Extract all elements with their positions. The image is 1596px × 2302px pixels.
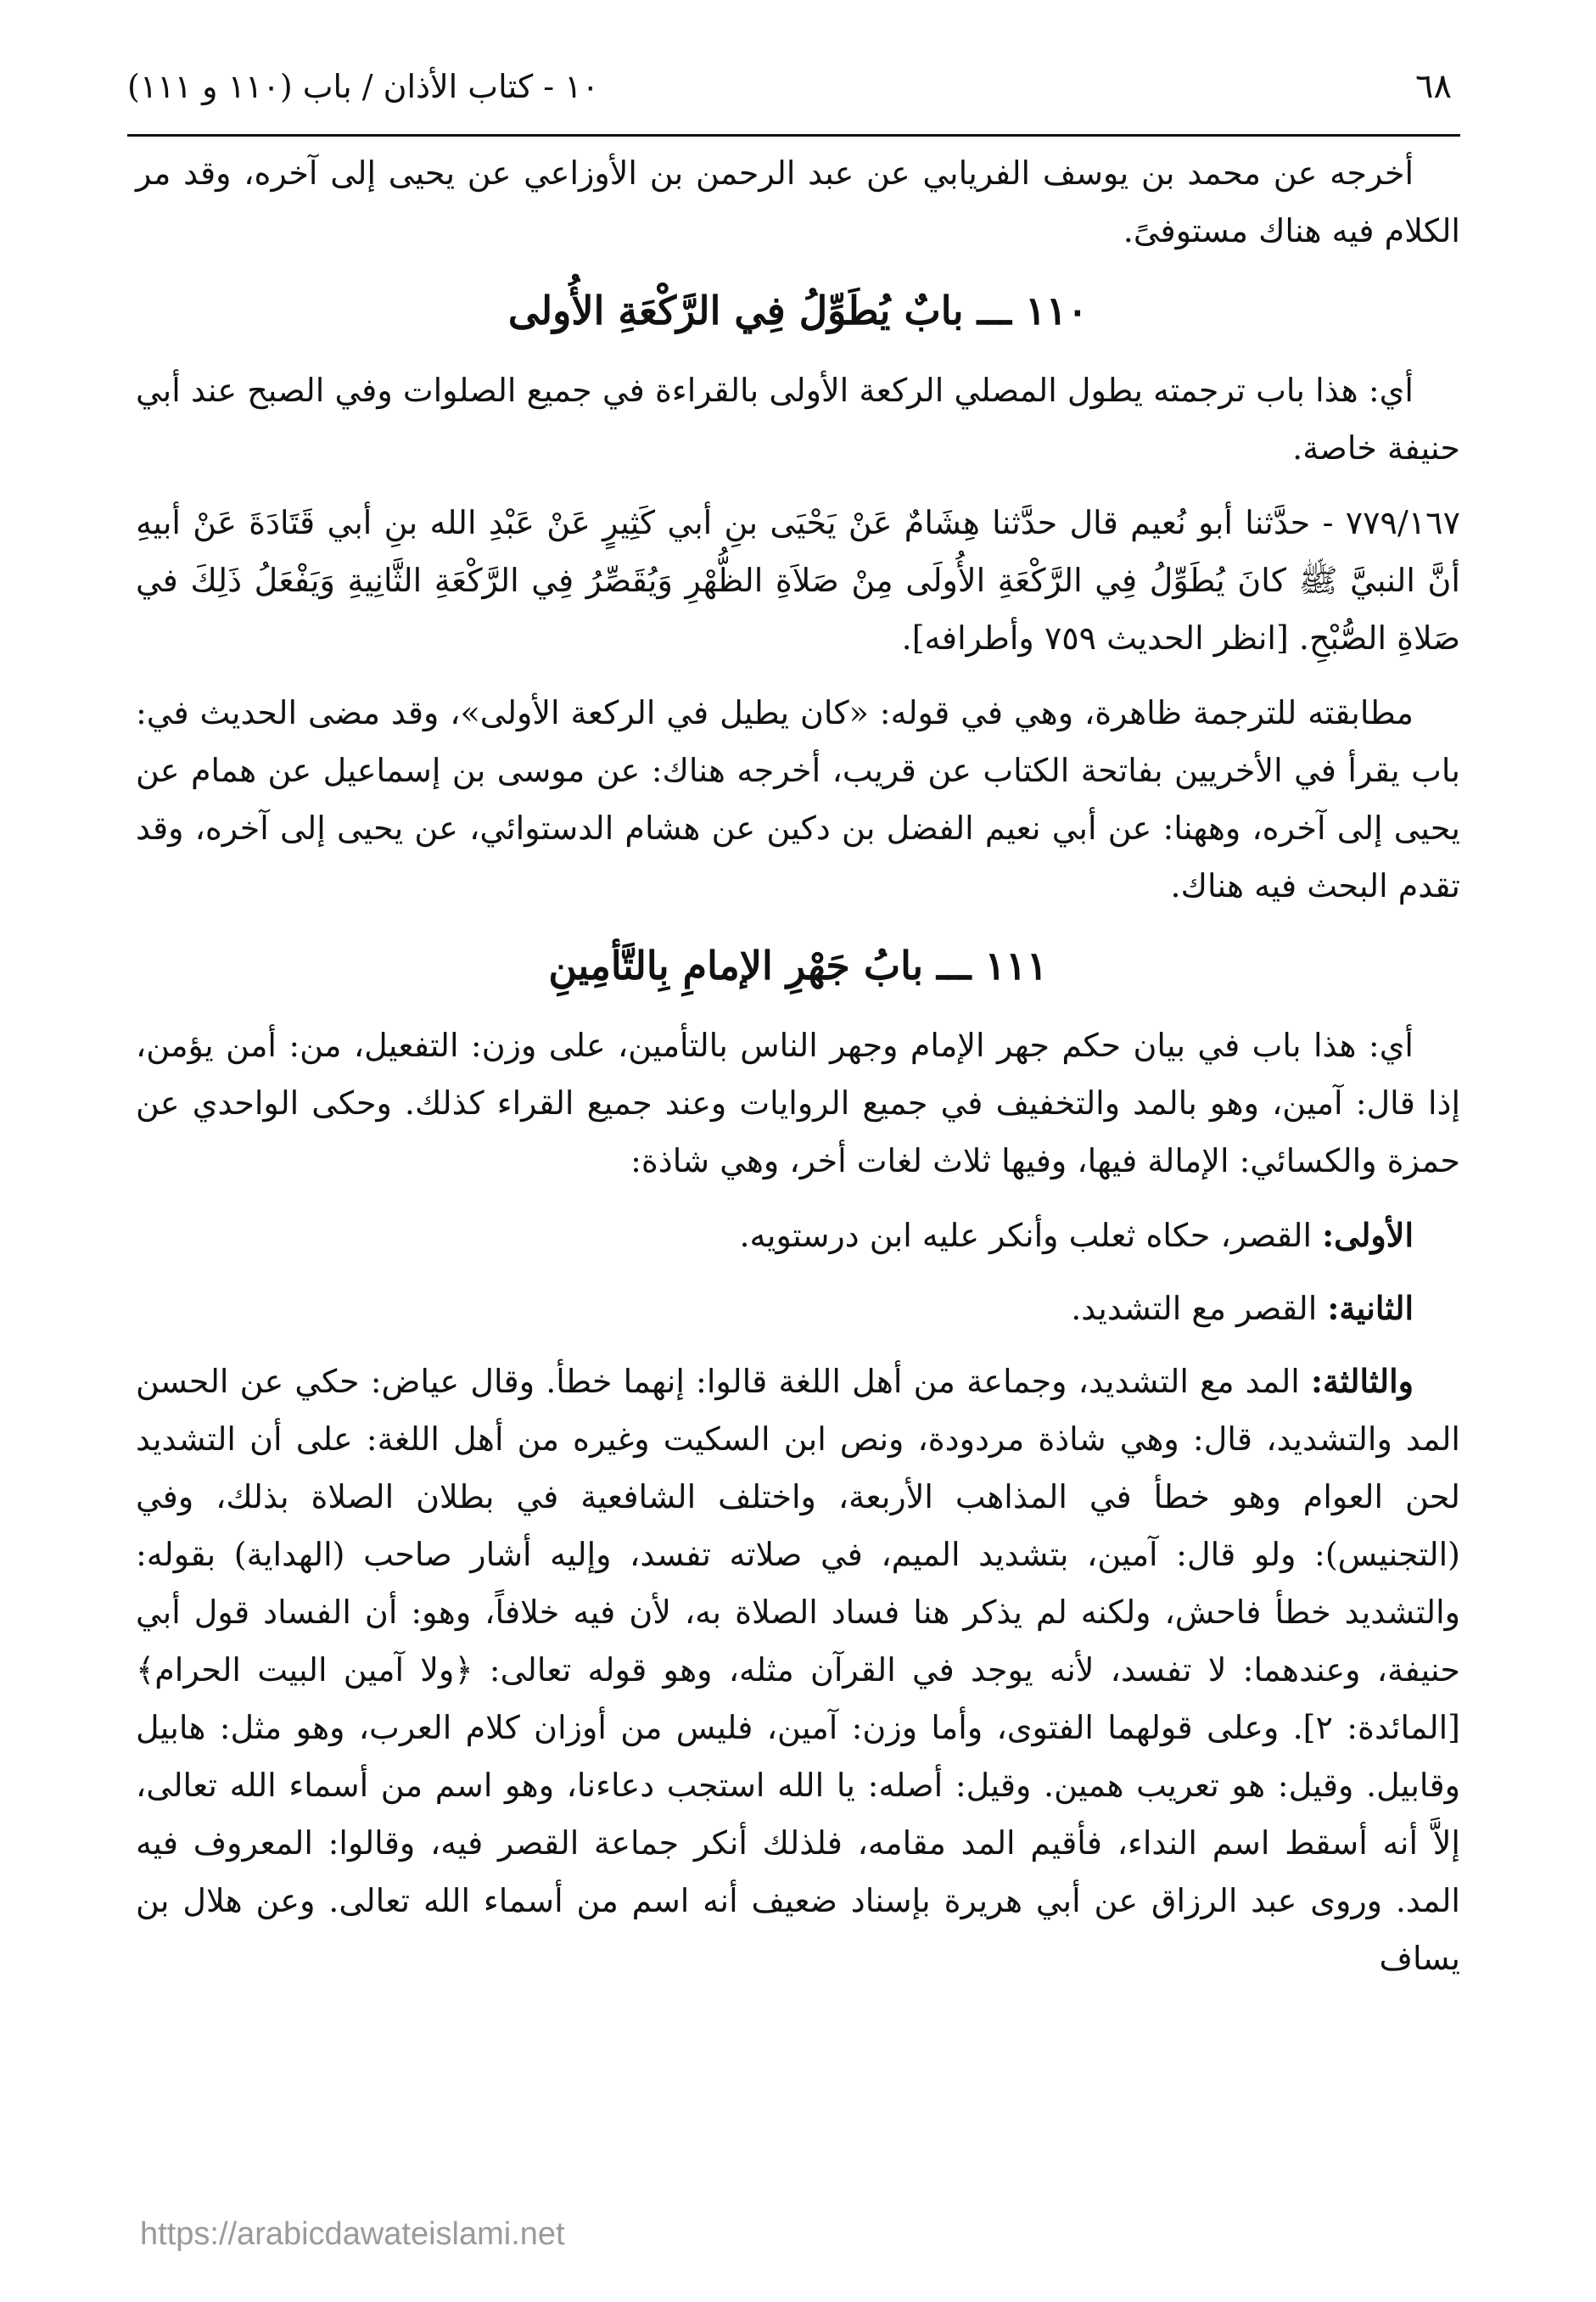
hadith-779: ٧٧٩/١٦٧ - حدَّثنا أبو نُعيم قال حدَّثنا هِشَامٌ عَنْ يَحْيَى بنِ أبي كَثِيرٍ عَنْ عَبْدِ الله بنِ أبي قَتَادَةَ عَنْ أبيهِ أنَّ النبيَّ ﷺ كانَ يُطَوِّلُ فِي الرَّكْعَةِ الأُولَى مِنْ صَلاَةِ الظُّهْرِ وَيُقَصِّرُ فِي الرَّكْعَةِ الثَّانِيةِ وَيَفْعَلُ ذَلِكَ في صَلاةِ الصُّبْحِ. [انظر الحديث ٧٥٩ وأطرافه].: [136, 504, 1460, 657]
header-rule: [127, 134, 1460, 137]
variant-first: [136, 1207, 1460, 1264]
variant-second-term: الثانية:: [1327, 1289, 1414, 1327]
chapter-111-explanation: أي: هذا باب في بيان حكم جهر الإمام وجهر الناس بالتأمين، على وزن: التفعيل، من: أمن يؤمن، إذا قال: آمين، وهو بالمد والتخفيف في جميع الروايات وعند جميع القراء كذلك. وحكى الواحدي عن حمزة والكسائي: الإمالة فيها، وفيها ثلاث لغات أخر، وهي شاذة:: [136, 1027, 1460, 1179]
variant-third-term: والثالثة:: [1311, 1362, 1414, 1400]
variant-readings-list: [136, 1207, 1460, 1987]
page-number: ٦٨: [1415, 67, 1452, 106]
variant-second: [136, 1280, 1460, 1337]
variant-third: [136, 1353, 1460, 1987]
running-title: ١٠ - كتاب الأذان / باب (١١٠ و ١١١): [127, 68, 600, 105]
page-header: [127, 53, 1452, 120]
chapter-heading-111: ١١١ ـــ بابُ جَهْرِ الإمامِ بِالتَّأمِينِ: [548, 943, 1048, 989]
chapter-heading-110: ١١٠ ـــ بابٌ يُطَوِّلُ فِي الرَّكْعَةِ الأُولى: [507, 288, 1089, 333]
chapter-110-explanation: أي: هذا باب ترجمته يطول المصلي الركعة الأولى بالقراءة في جميع الصلوات وفي الصبح عند أبي حنيفة خاصة.: [136, 372, 1460, 467]
variant-second-text: القصر مع التشديد.: [1071, 1290, 1328, 1327]
variant-third-text: المد مع التشديد، وجماعة من أهل اللغة قالوا: إنهما خطأ. وقال عياض: حكي عن الحسن المد والتشديد، قال: وهي شاذة مردودة، ونص ابن السكيت وغيره من أهل اللغة: على أن التشديد لحن العوام وهو خطأ في المذاهب الأربعة، واختلف الشافعية في بطلان الصلاة بذلك، وفي (التجنيس): ولو قال: آمين، بتشديد الميم، في صلاته تفسد، وإليه أشار صاحب (الهداية) بقوله: والتشديد خطأ فاحش، ولكنه لم يذكر هنا فساد الصلاة به، لأن فيه خلافاً، وهو: أن الفساد قول أبي حنيفة، وعندهما: لا تفسد، لأنه يوجد في القرآن مثله، وهو قوله تعالى: ﴿ولا آمين البيت الحرام﴾ [المائدة: ٢]. وعلى قولهما الفتوى، وأما وزن: آمين، فليس من أوزان كلام العرب، وهو مثل: هابيل وقابيل. وقيل: هو تعريب همين. وقيل: أصله: يا الله استجب دعاءنا، وهو اسم من أسماء الله تعالى، إلاَّ أنه أسقط اسم النداء، فأقيم المد مقامه، فلذلك أنكر جماعة القصر فيه، وقالوا: المعروف فيه المد. وروى عبد الرزاق عن أبي هريرة بإسناد ضعيف أنه اسم من أسماء الله تعالى. وعن هلال بن يساف: [136, 1363, 1460, 1977]
source-watermark: https://arabicdawateislami.net: [140, 2216, 565, 2252]
variant-first-text: القصر، حكاه ثعلب وأنكر عليه ابن درستويه.: [739, 1217, 1323, 1254]
intro-paragraph: أخرجه عن محمد بن يوسف الفريابي عن عبد الرحمن بن الأوزاعي عن يحيى إلى آخره، وقد مر الكلام فيه هناك مستوفىً.: [136, 154, 1460, 249]
hadith-779-commentary: مطابقته للترجمة ظاهرة، وهي في قوله: «كان يطيل في الركعة الأولى»، وقد مضى الحديث في: باب يقرأ في الأخريين بفاتحة الكتاب عن قريب، أخرجه هناك: عن موسى بن إسماعيل عن همام عن يحيى إلى آخره، وههنا: عن أبي نعيم الفضل بن دكين عن هشام الدستوائي، عن يحيى إلى آخره، وقد تقدم البحث فيه هناك.: [136, 694, 1460, 905]
variant-first-term: الأولى:: [1322, 1216, 1414, 1254]
page-content: [136, 144, 1460, 2002]
